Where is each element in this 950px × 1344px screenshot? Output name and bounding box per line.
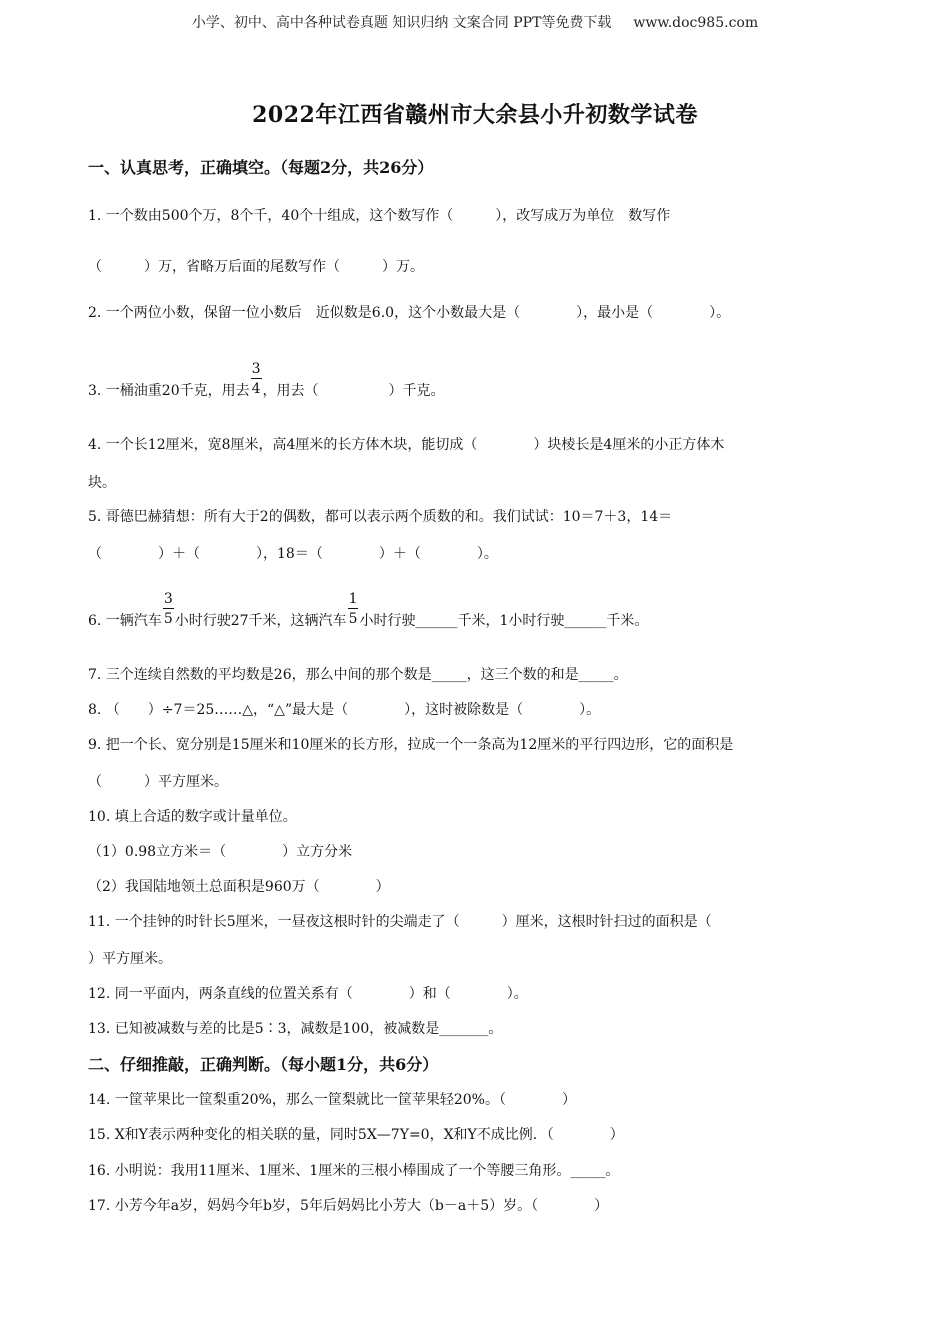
question-9-line-2: （ ）平方厘米。 [88,774,228,790]
question-4-line-2: 块。 [88,475,116,491]
section-heading-2: 二、仔细推敲，正确判断。（每小题1分，共6分） [88,1055,439,1074]
question-2: 2. 一个两位小数，保留一位小数后 近似数是6.0，这个小数最大是（ ），最小是（ ）。 [88,305,731,321]
question-6-prefix: 6. 一辆汽车 [88,613,162,629]
exam-title: 2022年江西省赣州市大余县小升初数学试卷 [252,102,698,128]
fraction-denominator: 4 [251,381,261,397]
question-6 [88,591,649,638]
section-heading-1: 一、认真思考，正确填空。（每题2分，共26分） [88,158,434,177]
fraction-numerator: 3 [163,591,173,607]
question-14: 14. 一筐苹果比一筐梨重20%，那么一筐梨就比一筐苹果轻20%。（ ） [88,1092,576,1108]
question-10-part-2: （2）我国陆地领土总面积是960万（ ） [88,879,390,895]
question-8: 8. （ ）÷7＝25……△，“△”最大是（ ），这时被除数是（ ）。 [88,702,601,718]
question-16: 16. 小明说：我用11厘米、1厘米、1厘米的三根小棒围成了一个等腰三角形。_____。 [88,1163,620,1179]
question-3-suffix: ，用去（ ）千克。 [262,383,445,399]
header-text: 小学、初中、高中各种试卷真题 知识归纳 文案合同 PPT等免费下载 [191,15,612,31]
question-13: 13. 已知被减数与差的比是5∶3，减数是100，被减数是_______。 [88,1021,503,1037]
question-10-part-1: （1）0.98立方米＝（ ）立方分米 [88,844,353,860]
page-header [0,12,950,32]
fraction-three-quarters [251,362,262,396]
question-15: 15. X和Y表示两种变化的相关联的量，同时5X—7Y=0，X和Y不成比例．（ ） [88,1127,624,1143]
question-11-line-2: ）平方厘米。 [88,951,172,967]
fraction-denominator: 5 [163,611,173,627]
question-6-suffix: 小时行驶______千米，1小时行驶______千米。 [359,613,649,629]
question-11-line-1: 11. 一个挂钟的时针长5厘米，一昼夜这根时针的尖端走了（ ）厘米，这根时针扫过的面积是（ [88,914,712,930]
question-3 [88,361,445,408]
question-1-line-2: （ ）万，省略万后面的尾数写作（ ）万。 [88,259,424,275]
fraction-numerator: 1 [348,591,358,607]
question-6-middle: 小时行驶27千米，这辆汽车 [174,613,347,629]
question-17: 17. 小芳今年a岁，妈妈今年b岁，5年后妈妈比小芳大（b－a＋5）岁。（ ） [88,1198,609,1214]
fraction-one-fifth [348,592,359,626]
header-site-link[interactable]: www.doc985.com [633,15,759,31]
fraction-numerator: 3 [251,361,261,377]
question-3-prefix: 3. 一桶油重20千克，用去 [88,383,250,399]
fraction-denominator: 5 [348,611,358,627]
question-1-line-1: 1. 一个数由500个万，8个千，40个十组成，这个数写作（ ），改写成万为单位 数写作 [88,208,671,224]
question-5-line-2: （ ）＋（ ），18＝（ ）＋（ ）。 [88,546,498,562]
question-12: 12. 同一平面内，两条直线的位置关系有（ ）和（ ）。 [88,986,528,1002]
fraction-three-fifths [163,592,174,626]
question-7: 7. 三个连续自然数的平均数是26，那么中间的那个数是_____，这三个数的和是_____。 [88,667,628,683]
question-10: 10. 填上合适的数字或计量单位。 [88,809,297,825]
question-9-line-1: 9. 把一个长、宽分别是15厘米和10厘米的长方形，拉成一个一条高为12厘米的平行四边形，它的面积是 [88,737,734,753]
question-4-line-1: 4. 一个长12厘米，宽8厘米，高4厘米的长方体木块，能切成（ ）块棱长是4厘米的小正方体木 [88,437,725,453]
question-5-line-1: 5. 哥德巴赫猜想：所有大于2的偶数，都可以表示两个质数的和。我们试试：10＝7＋3，14＝ [88,509,673,525]
